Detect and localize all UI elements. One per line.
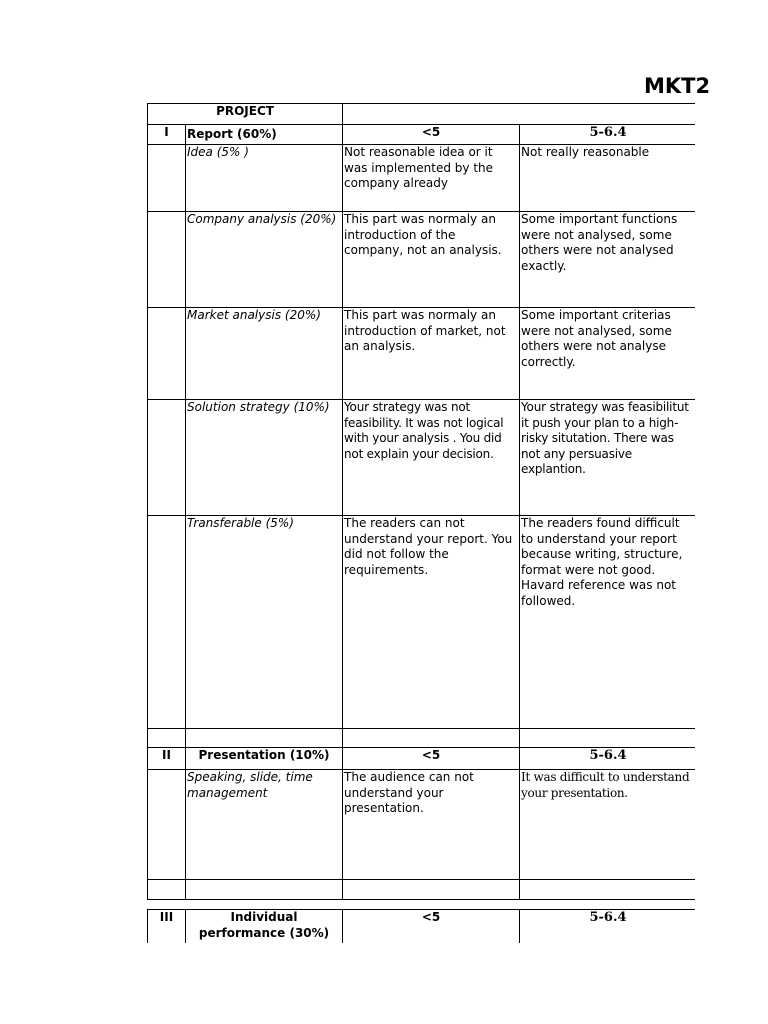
- project-label: PROJECT: [148, 104, 343, 125]
- band-header-5-6-4: 5-6.4: [520, 748, 695, 770]
- gap-row: [148, 900, 696, 910]
- criterion-name: Solution strategy (10%): [186, 400, 343, 516]
- criterion-desc-5-6-4: The readers found difficult to understand your report because writing, structure, format were not good. Havard reference was not followed.: [520, 516, 695, 729]
- criterion-row: [148, 770, 696, 880]
- spacer-cell: [520, 880, 695, 900]
- band-header-below-5: <5: [343, 125, 520, 145]
- criterion-number-cell: [148, 212, 186, 308]
- section-number: I: [148, 125, 186, 145]
- criterion-row: [148, 212, 696, 308]
- criterion-number-cell: [148, 400, 186, 516]
- band-header-below-5: <5: [343, 910, 520, 944]
- spacer-cell: [148, 880, 186, 900]
- band-header-5-6-4: 5-6.4: [520, 910, 695, 944]
- spacer-cell: [343, 880, 520, 900]
- criterion-desc-below-5: The audience can not understand your presentation.: [343, 770, 520, 880]
- criterion-desc-5-6-4: Your strategy was feasibilitut it push your plan to a high-risky situtation. There was not any persuasive explantion.: [520, 400, 695, 516]
- criterion-desc-below-5: Not reasonable idea or it was implemented by the company already: [343, 145, 520, 212]
- section-row-presentation: [148, 748, 696, 770]
- criterion-number-cell: [148, 516, 186, 729]
- criterion-desc-5-6-4: Some important functions were not analysed, some others were not analysed exactly.: [520, 212, 695, 308]
- section-number: III: [148, 910, 186, 944]
- criterion-name: Company analysis (20%): [186, 212, 343, 308]
- criterion-desc-5-6-4: Some important criterias were not analysed, some others were not analyse correctly.: [520, 308, 695, 400]
- gap-cell: [148, 900, 696, 910]
- spacer-row: [148, 880, 696, 900]
- criterion-name: Idea (5% ): [186, 145, 343, 212]
- criterion-desc-5-6-4: It was difficult to understand your presentation.: [520, 770, 695, 880]
- section-title: Presentation (10%): [186, 748, 343, 770]
- criterion-desc-below-5: This part was normaly an introduction of market, not an analysis.: [343, 308, 520, 400]
- criterion-row: [148, 308, 696, 400]
- criterion-name: Speaking, slide, time management: [186, 770, 343, 880]
- rubric-table: [147, 103, 695, 943]
- section-row-individual: [148, 910, 696, 944]
- criterion-desc-5-6-4: Not really reasonable: [520, 145, 695, 212]
- spacer-cell: [186, 729, 343, 748]
- spacer-cell: [343, 729, 520, 748]
- band-header-5-6-4: 5-6.4: [520, 125, 695, 145]
- spacer-cell: [520, 729, 695, 748]
- rubric-table-viewport: [147, 103, 695, 943]
- section-number: II: [148, 748, 186, 770]
- project-header-empty-cell: [343, 104, 695, 125]
- section-title: Report (60%): [186, 125, 343, 145]
- criterion-row: [148, 145, 696, 212]
- spacer-cell: [186, 880, 343, 900]
- project-header-row: [148, 104, 696, 125]
- criterion-name: Transferable (5%): [186, 516, 343, 729]
- band-header-below-5: <5: [343, 748, 520, 770]
- criterion-desc-below-5: This part was normaly an introduction of the company, not an analysis.: [343, 212, 520, 308]
- criterion-number-cell: [148, 308, 186, 400]
- criterion-row: [148, 516, 696, 729]
- criterion-desc-below-5: The readers can not understand your report. You did not follow the requirements.: [343, 516, 520, 729]
- section-title: Individual performance (30%): [186, 910, 343, 944]
- spacer-row: [148, 729, 696, 748]
- section-row-report: [148, 125, 696, 145]
- criterion-number-cell: [148, 770, 186, 880]
- criterion-number-cell: [148, 145, 186, 212]
- spacer-cell: [148, 729, 186, 748]
- criterion-desc-below-5: Your strategy was not feasibility. It was not logical with your analysis . You did not explain your decision.: [343, 400, 520, 516]
- criterion-row: [148, 400, 696, 516]
- page-title: MKT2: [644, 74, 711, 98]
- criterion-name: Market analysis (20%): [186, 308, 343, 400]
